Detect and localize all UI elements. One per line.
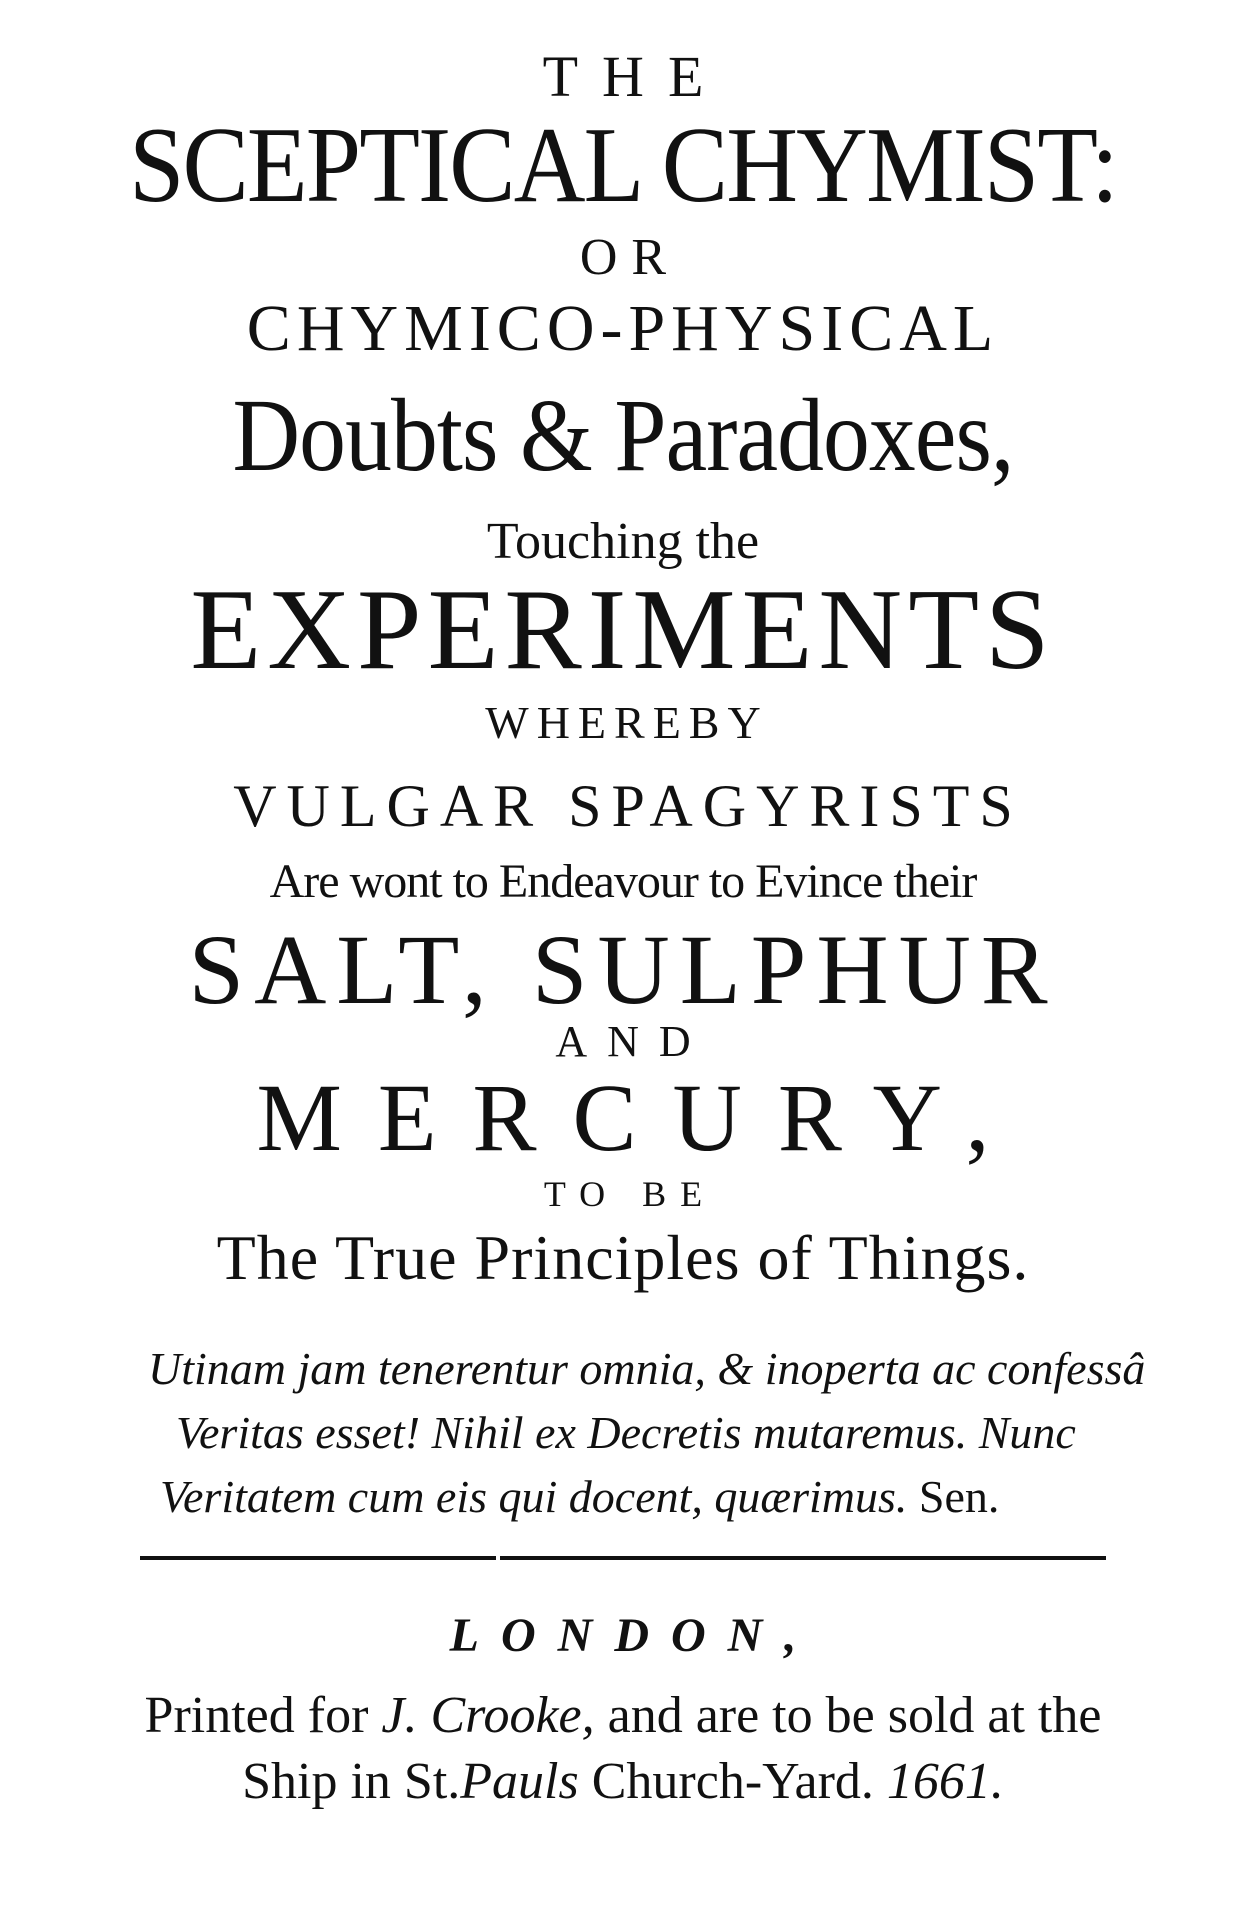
subtitle-whereby: WHEREBY — [485, 697, 769, 748]
imprint-ship: Ship in St. — [242, 1753, 461, 1810]
heading-the: THE — [542, 44, 728, 109]
divider-rule-right — [500, 1556, 1106, 1560]
imprint-line-1 — [0, 1687, 1246, 1744]
subtitle-chymico-physical: CHYMICO-PHYSICAL — [246, 292, 1000, 365]
subtitle-are-wont: Are wont to Endeavour to Evince their — [269, 855, 977, 908]
imprint-printed-for: Printed for — [144, 1687, 369, 1744]
imprint-printer: J. Crooke, — [381, 1687, 595, 1744]
motto-line-3-text: Veritatem cum eis qui docent, quærimus. — [160, 1471, 908, 1522]
book-title: SCEPTICAL CHYMIST: — [129, 106, 1117, 225]
subtitle-and: AND — [555, 1017, 711, 1066]
divider-rule-left — [140, 1556, 496, 1560]
imprint-church-yard: Church-Yard. — [591, 1753, 874, 1810]
subtitle-mercury: MERCURY, — [256, 1064, 1026, 1171]
imprint-city: LONDON, — [449, 1609, 819, 1662]
motto-line-1: Utinam jam tenerentur omnia, & inoperta ac confessâ — [148, 1343, 1146, 1394]
heading-or: OR — [579, 229, 681, 286]
subtitle-doubts-paradoxes: Doubts & Paradoxes, — [232, 378, 1014, 493]
motto-line-2: Veritas esset! Nihil ex Decretis mutaremus. Nunc — [176, 1407, 1076, 1458]
subtitle-true-principles: The True Principles of Things. — [216, 1222, 1030, 1293]
subtitle-experiments: EXPERIMENTS — [190, 566, 1056, 694]
subtitle-vulgar-spagyrists: VULGAR SPAGYRISTS — [233, 773, 1023, 839]
subtitle-salt-sulphur: SALT, SULPHUR — [188, 914, 1058, 1025]
subtitle-to-be: TO BE — [543, 1174, 717, 1214]
imprint-sold-at: and are to be sold at the — [607, 1687, 1102, 1744]
subtitle-touching: Touching the — [486, 513, 760, 570]
imprint-year: 1661. — [886, 1753, 1004, 1810]
imprint-line-2 — [0, 1753, 1246, 1810]
motto-author: Sen. — [918, 1471, 1000, 1522]
motto-line-3 — [160, 1471, 1140, 1522]
imprint-pauls: Pauls — [460, 1753, 579, 1810]
